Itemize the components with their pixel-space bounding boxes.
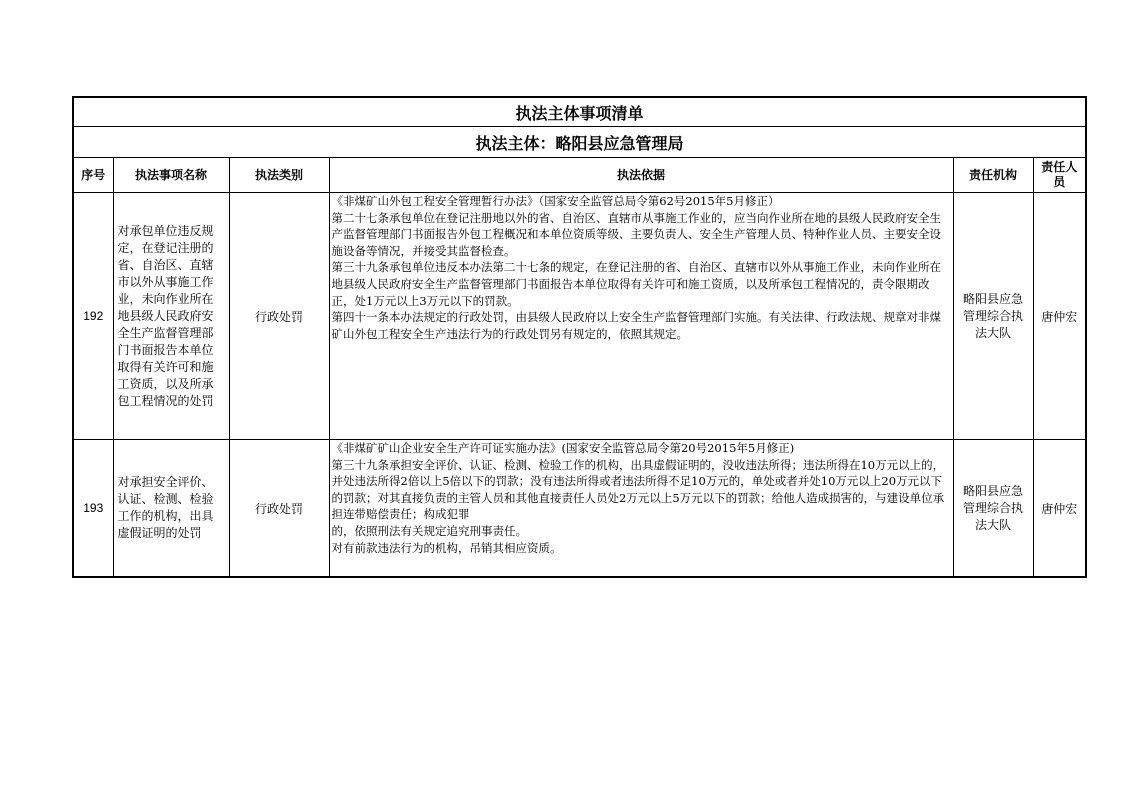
- basis-line: 第四十一条本办法规定的行政处罚，由县级人民政府以上安全生产监督管理部门实施。有关法律、行政法规、规章对非煤矿山外包工程安全生产违法行为的行政处罚另有规定的，依照其规定。: [331, 310, 941, 341]
- header-category: 执法类别: [229, 158, 329, 193]
- row-item-name: 对承包单位违反规定，在登记注册的省、自治区、直辖市以外从事施工作业，未向作业所在地县级人民政府安全生产监督管理部门书面报告本单位取得有关许可和施工资质，以及所承包工程情况的处罚: [113, 193, 229, 440]
- sheet-subtitle: 执法主体：略阳县应急管理局: [73, 127, 1086, 158]
- row-org: 略阳县应急管理综合执法大队: [953, 440, 1033, 578]
- basis-line: 《非煤矿山外包工程安全管理暂行办法》（国家安全监管总局令第62号2015年5月修正）: [331, 194, 780, 208]
- sheet-title: 执法主体事项清单: [73, 97, 1086, 127]
- subtitle-row: [73, 127, 1086, 158]
- row-org: 略阳县应急管理综合执法大队: [953, 193, 1033, 440]
- basis-line: 第三十九条承包单位违反本办法第二十七条的规定，在登记注册的省、自治区、直辖市以外从事施工作业，未向作业所在地县级人民政府安全生产监督管理部门书面报告本单位取得有关许可和施工资质，以及所承包工程情况的，责令限期改正，处1万元以上3万元以下的罚款。: [331, 260, 941, 308]
- basis-line: 的，依照刑法有关规定追究刑事责任。: [331, 523, 527, 538]
- row-basis: [329, 440, 953, 578]
- header-org: 责任机构: [953, 158, 1033, 193]
- row-basis: [329, 193, 953, 440]
- basis-line: 第三十九条承担安全评价、认证、检测、检验工作的机构，出具虚假证明的，没收违法所得；违法所得在10万元以上的，并处违法所得2倍以上5倍以下的罚款；没有违法所得或者违法所得不足10万元的，单处或者并处10万元以上20万元以下的罚款；对其直接负责的主管人员和其他直接责任人员处2万元以上5万元以下的罚款；给他人造成损害的，与建设单位承担连带赔偿责任；构成犯罪: [331, 457, 945, 522]
- row-category: 行政处罚: [229, 440, 329, 578]
- header-seq: 序号: [73, 158, 113, 193]
- basis-line: 对有前款违法行为的机构，吊销其相应资质。: [331, 540, 562, 555]
- basis-line: 《非煤矿矿山企业安全生产许可证实施办法》(国家安全监管总局令第20号2015年5月修正): [331, 441, 795, 455]
- row-category: 行政处罚: [229, 193, 329, 440]
- row-item-name: 对承担安全评价、认证、检测、检验工作的机构，出具虚假证明的处罚: [113, 440, 229, 578]
- row-seq: 193: [73, 440, 113, 578]
- table-row: [73, 440, 1086, 578]
- row-person: 唐仲宏: [1033, 193, 1086, 440]
- basis-line: 第二十七条承包单位在登记注册地以外的省、自治区、直辖市从事施工作业的，应当向作业所在地的县级人民政府安全生产监督管理部门书面报告外包工程概况和本单位资质等级、主要负责人、安全生产管理人员、特种作业人员、主要安全设施设备等情况，并接受其监督检查。: [331, 210, 941, 258]
- row-seq: 192: [73, 193, 113, 440]
- header-row: [73, 158, 1086, 193]
- title-row: [73, 97, 1086, 127]
- header-item-name: 执法事项名称: [113, 158, 229, 193]
- row-person: 唐仲宏: [1033, 440, 1086, 578]
- header-person: 责任人员: [1033, 158, 1086, 193]
- table-row: [73, 193, 1086, 440]
- header-basis: 执法依据: [329, 158, 953, 193]
- enforcement-items-table: [72, 96, 1087, 578]
